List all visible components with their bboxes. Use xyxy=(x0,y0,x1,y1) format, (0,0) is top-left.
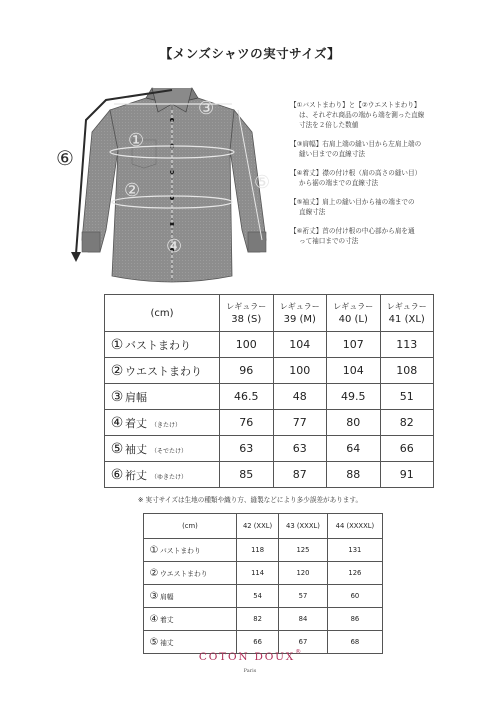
column-header: 42 (XXL) xyxy=(237,514,279,539)
shirt-illustration xyxy=(62,80,282,290)
column-size: 41 (XL) xyxy=(388,314,425,325)
table-cell: 48 xyxy=(273,384,327,410)
table-cell: 125 xyxy=(279,539,328,562)
table-cell: 126 xyxy=(327,562,382,585)
table-cell: 46.5 xyxy=(220,384,274,410)
note-sleeve xyxy=(290,197,470,217)
row-label-text: 着丈 xyxy=(125,416,147,430)
marker-3: ③ xyxy=(198,98,215,119)
table-cell: 54 xyxy=(237,585,279,608)
note-length xyxy=(290,168,470,188)
table-cell: 66 xyxy=(237,631,279,654)
measurement-notes xyxy=(290,100,470,255)
brand-location: Paris xyxy=(243,668,257,674)
table-row xyxy=(144,608,383,631)
row-label-text: 袖丈 xyxy=(160,638,174,647)
row-label xyxy=(144,608,237,631)
table-cell: 100 xyxy=(273,358,327,384)
table-cell: 100 xyxy=(220,332,274,358)
table-cell: 107 xyxy=(327,332,381,358)
note-line: って袖口までの寸法 xyxy=(299,237,359,245)
size-table-large xyxy=(143,513,383,654)
note-line: 【①バストまわり】と【②ウエストまわり】 xyxy=(290,101,421,109)
row-number: ④ xyxy=(110,414,124,431)
table-cell: 120 xyxy=(279,562,328,585)
row-label xyxy=(105,332,220,358)
row-label xyxy=(144,562,237,585)
marker-4: ④ xyxy=(166,236,183,257)
note-line: 【⑥裄丈】首の付け根の中心部から肩を通 xyxy=(290,227,415,235)
column-header xyxy=(220,295,274,332)
table-cell: 104 xyxy=(327,358,381,384)
table-cell: 82 xyxy=(380,410,434,436)
marker-2: ② xyxy=(124,180,141,201)
table-row xyxy=(105,332,434,358)
row-label-text: 裄丈 xyxy=(125,468,147,482)
column-size: 40 (L) xyxy=(338,314,368,325)
table-cell: 67 xyxy=(279,631,328,654)
row-number: ① xyxy=(110,336,124,353)
column-label: レギュラー xyxy=(226,302,267,311)
marker-5: ⑤ xyxy=(254,172,271,193)
table-cell: 63 xyxy=(273,436,327,462)
row-number: ⑤ xyxy=(110,440,124,457)
table-cell: 49.5 xyxy=(327,384,381,410)
row-label-text: ウエストまわり xyxy=(125,364,202,378)
row-label xyxy=(144,539,237,562)
table-cell: 80 xyxy=(327,410,381,436)
column-size: 39 (M) xyxy=(283,314,316,325)
table-cell: 91 xyxy=(380,462,434,488)
note-yuki xyxy=(290,226,470,246)
row-number: ② xyxy=(110,362,124,379)
unit-header: (cm) xyxy=(144,514,237,539)
table-cell: 66 xyxy=(380,436,434,462)
marker-1: ① xyxy=(128,130,145,151)
row-number: ① xyxy=(149,544,159,556)
table-row xyxy=(105,462,434,488)
table-cell: 114 xyxy=(237,562,279,585)
row-label xyxy=(105,384,220,410)
table-header-row xyxy=(144,514,383,539)
note-line: 寸法を２倍した数値 xyxy=(299,121,359,129)
row-label xyxy=(105,358,220,384)
disclaimer-note: ※ 実寸サイズは生地の種類や織り方、縫製などにより多少誤差があります。 xyxy=(137,496,363,504)
table-cell: 63 xyxy=(220,436,274,462)
row-number: ③ xyxy=(149,590,159,602)
column-header: 44 (XXXXL) xyxy=(327,514,382,539)
table-cell: 96 xyxy=(220,358,274,384)
table-cell: 113 xyxy=(380,332,434,358)
note-line: 縫い目までの直線寸法 xyxy=(299,150,365,158)
row-label-text: バストまわり xyxy=(125,338,191,352)
column-label: レギュラー xyxy=(333,302,374,311)
table-cell: 87 xyxy=(273,462,327,488)
note-shoulder xyxy=(290,139,470,159)
column-size: 38 (S) xyxy=(231,314,262,325)
table-cell: 51 xyxy=(380,384,434,410)
column-header xyxy=(380,295,434,332)
table-header-row xyxy=(105,295,434,332)
table-row xyxy=(105,436,434,462)
row-number: ⑥ xyxy=(110,466,124,483)
column-header xyxy=(327,295,381,332)
note-line: 直線寸法 xyxy=(299,208,326,216)
marker-6: ⑥ xyxy=(56,146,74,170)
table-cell: 86 xyxy=(327,608,382,631)
column-label: レギュラー xyxy=(386,302,427,311)
table-cell: 76 xyxy=(220,410,274,436)
table-cell: 85 xyxy=(220,462,274,488)
row-label-text: バストまわり xyxy=(160,546,201,555)
column-header: 43 (XXXL) xyxy=(279,514,328,539)
row-label-text: 袖丈 xyxy=(125,442,147,456)
row-reading: （そでたけ） xyxy=(151,447,188,455)
table-cell: 64 xyxy=(327,436,381,462)
table-row xyxy=(105,410,434,436)
table-row xyxy=(144,539,383,562)
table-cell: 118 xyxy=(237,539,279,562)
note-line: 【⑤袖丈】肩上の縫い目から袖の端までの xyxy=(290,198,415,206)
table-cell: 68 xyxy=(327,631,382,654)
table-cell: 82 xyxy=(237,608,279,631)
row-label xyxy=(105,410,220,436)
row-number: ⑤ xyxy=(149,636,159,648)
table-cell: 104 xyxy=(273,332,327,358)
note-line: から裾の端までの直線寸法 xyxy=(299,179,379,187)
brand-logo xyxy=(0,645,500,674)
row-label-text: 肩幅 xyxy=(160,592,174,601)
row-label-text: 肩幅 xyxy=(125,390,147,404)
size-table-regular xyxy=(104,294,434,488)
row-reading: （ゆきたけ） xyxy=(151,473,188,481)
table-row xyxy=(144,585,383,608)
table-cell: 77 xyxy=(273,410,327,436)
unit-header: (cm) xyxy=(105,295,220,332)
table-cell: 88 xyxy=(327,462,381,488)
row-label xyxy=(144,585,237,608)
column-header xyxy=(273,295,327,332)
row-label-text: 着丈 xyxy=(160,615,174,624)
note-line: は、それぞれ商品の端から端を測った直線 xyxy=(299,111,425,119)
registered-mark: ® xyxy=(295,648,302,656)
note-line: 【④着丈】襟の付け根（肩の高さの縫い目） xyxy=(290,169,422,177)
row-number: ④ xyxy=(149,613,159,625)
row-reading: （きたけ） xyxy=(151,421,182,429)
row-label xyxy=(105,462,220,488)
page-title: 【メンズシャツの実寸サイズ】 xyxy=(159,46,341,61)
row-label xyxy=(105,436,220,462)
row-label-text: ウエストまわり xyxy=(160,569,208,578)
note-bust-waist xyxy=(290,100,470,130)
table-row xyxy=(105,384,434,410)
table-row xyxy=(144,562,383,585)
shirt-diagram xyxy=(56,80,282,290)
table-row xyxy=(105,358,434,384)
table-cell: 84 xyxy=(279,608,328,631)
table-cell: 57 xyxy=(279,585,328,608)
column-label: レギュラー xyxy=(279,302,320,311)
table-cell: 108 xyxy=(380,358,434,384)
table-cell: 131 xyxy=(327,539,382,562)
brand-name: COTON DOUX xyxy=(198,651,296,663)
row-number: ② xyxy=(149,567,159,579)
table-cell: 60 xyxy=(327,585,382,608)
note-line: 【③肩幅】右肩上端の縫い目から左肩上端の xyxy=(290,140,422,148)
row-number: ③ xyxy=(110,388,124,405)
